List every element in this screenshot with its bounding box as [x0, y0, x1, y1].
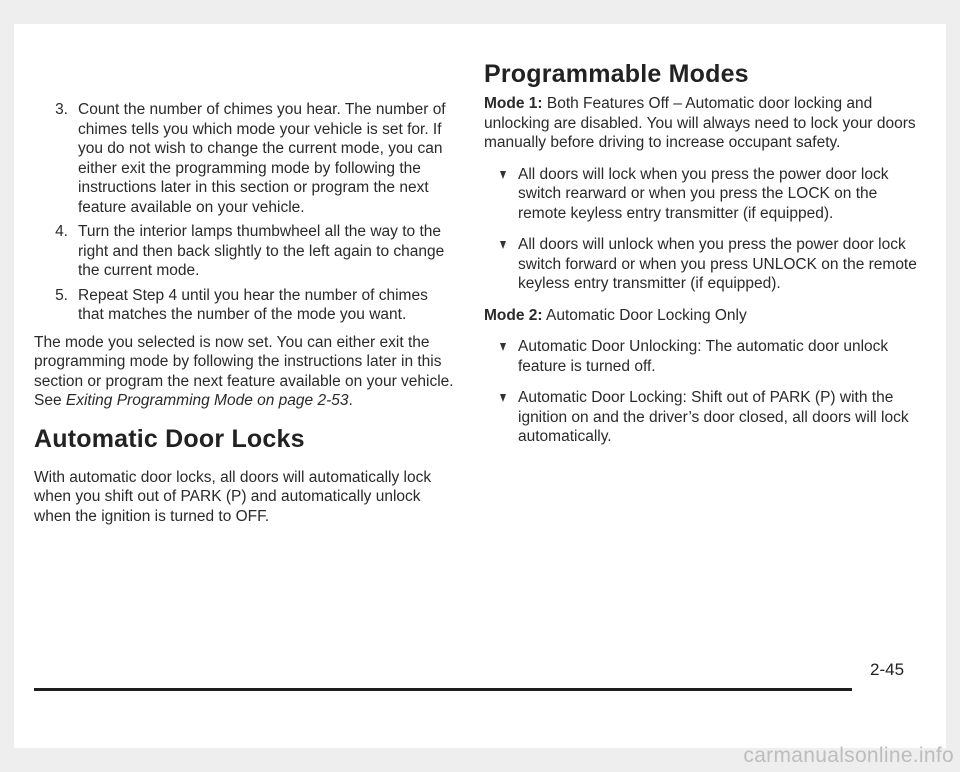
- section-heading-programmable-modes: Programmable Modes: [484, 60, 749, 88]
- mode-2-bullet: [484, 337, 924, 376]
- step-number: 3.: [55, 101, 68, 118]
- left-column: [34, 100, 454, 538]
- manual-page: [14, 24, 946, 748]
- bullet-icon: [484, 388, 518, 447]
- cross-reference-link[interactable]: Exiting Programming Mode on page 2-53: [65, 392, 349, 409]
- mode-1-text: Both Features Off – Automatic door locking and unlocking are disabled. You will always need to lock your doors manually before driving to increase occupant safety.: [484, 95, 916, 151]
- step-number: 5.: [55, 286, 68, 304]
- mode-set-end: .: [348, 392, 353, 409]
- right-column: [484, 60, 924, 459]
- bullet-icon: [484, 337, 518, 376]
- mode-set-paragraph: [34, 333, 454, 411]
- mode-set-text: The mode you selected is now set. You can either exit the programming mode by following the instructions later in this section or program the next feature available on your vehicle. See: [34, 333, 454, 409]
- step-3: [34, 100, 454, 217]
- section-heading-automatic-door-locks: Automatic Door Locks: [34, 424, 305, 453]
- footer-rule: [34, 688, 852, 691]
- mode-2-paragraph: [484, 306, 924, 326]
- step-text: Repeat Step 4 until you hear the number of chimes that matches the number of the mode you want.: [78, 286, 428, 323]
- watermark: carmanualsonline.info: [743, 744, 954, 767]
- mode-2-text: Automatic Door Locking Only: [542, 306, 747, 324]
- bullet-text: Automatic Door Locking: Shift out of PARK (P) with the ignition on and the driver’s door closed, all doors will lock automatically.: [518, 389, 909, 445]
- step-text: Turn the interior lamps thumbwheel all the way to the right and then back slightly to the left again to change the current mode.: [78, 223, 445, 279]
- step-number: 4.: [55, 223, 68, 240]
- mode-2-bullet: [484, 388, 924, 447]
- mode-1-bullet: [484, 165, 924, 224]
- bullet-text: All doors will lock when you press the power door lock switch rearward or when you press the LOCK on the remote keyless entry transmitter (if equipped).: [518, 165, 889, 222]
- door-locks-paragraph: With automatic door locks, all doors will automatically lock when you shift out of PARK (P) and automatically unlock when the ignition is turned to OFF.: [34, 468, 432, 525]
- step-text: Count the number of chimes you hear. The number of chimes tells you which mode your vehicle is set for. If you do not wish to change the current mode, you can either exit the programming mode by following the instructions later in this section or program the next feature available on your vehicle.: [78, 101, 446, 216]
- mode-1-bullet: [484, 235, 924, 294]
- mode-1-label: Mode 1:: [484, 95, 543, 112]
- page-number: 2-45: [870, 660, 905, 679]
- bullet-icon: [484, 235, 518, 294]
- mode-2-label: Mode 2:: [484, 306, 543, 324]
- step-4: [34, 222, 454, 281]
- mode-1-paragraph: [484, 94, 924, 153]
- step-5: [34, 286, 454, 325]
- bullet-icon: [484, 165, 518, 224]
- bullet-text: Automatic Door Unlocking: The automatic door unlock feature is turned off.: [518, 338, 889, 375]
- bullet-text: All doors will unlock when you press the power door lock switch forward or when you press UNLOCK on the remote keyless entry transmitter (if equipped).: [518, 236, 917, 292]
